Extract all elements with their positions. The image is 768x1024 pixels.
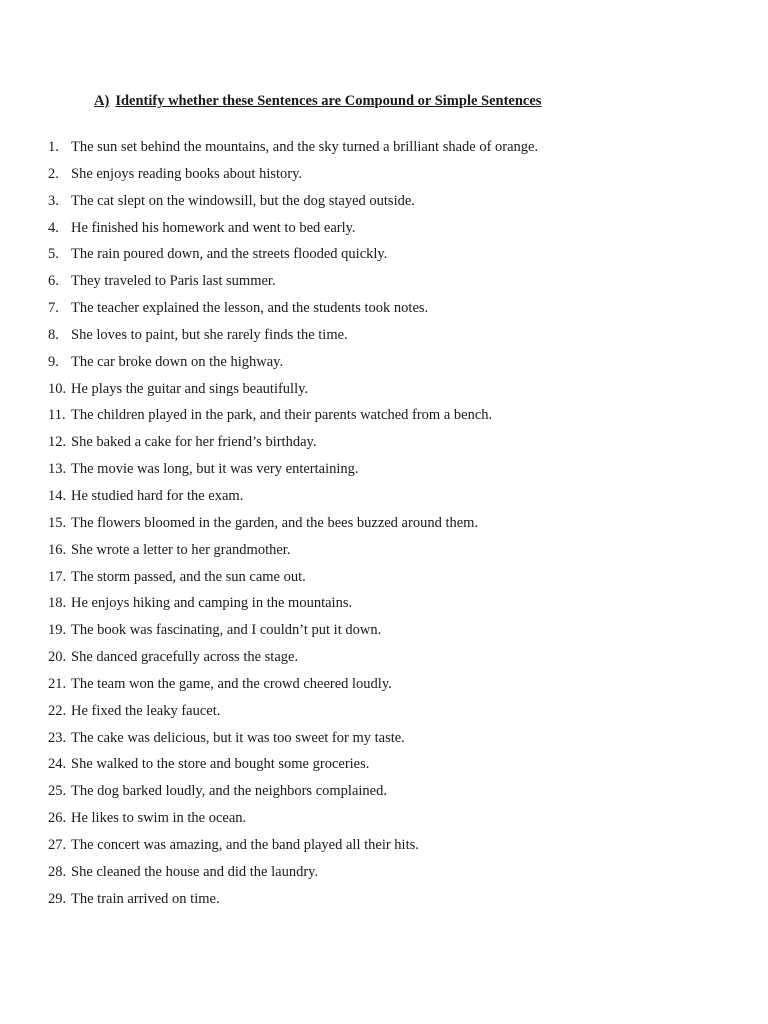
list-item	[48, 298, 538, 325]
item-number: 2.	[48, 165, 59, 182]
item-number: 1.	[48, 139, 59, 155]
item-number: 15.	[48, 514, 67, 531]
list-item	[48, 164, 538, 191]
item-text: They traveled to Paris last summer.	[71, 273, 276, 290]
item-text: The cake was delicious, but it was too sweet for my taste.	[71, 729, 405, 746]
item-text: The children played in the park, and their parents watched from a bench.	[71, 407, 493, 424]
sentence-list	[48, 137, 538, 915]
list-item	[48, 405, 538, 432]
item-text: He enjoys hiking and camping in the mountains.	[71, 595, 353, 612]
list-item	[48, 808, 538, 835]
item-number: 16.	[48, 541, 67, 558]
item-number: 26.	[48, 810, 67, 827]
item-number: 13.	[48, 461, 67, 478]
item-text: The concert was amazing, and the band played all their hits.	[71, 836, 419, 853]
item-text: The flowers bloomed in the garden, and the bees buzzed around them.	[71, 514, 479, 531]
list-item	[48, 540, 538, 567]
item-number: 23.	[48, 729, 67, 746]
item-number: 4.	[48, 219, 59, 236]
item-text: The rain poured down, and the streets flooded quickly.	[71, 246, 388, 263]
item-number: 29.	[48, 890, 67, 907]
item-text: She baked a cake for her friend’s birthday.	[71, 434, 317, 451]
list-item	[48, 218, 538, 245]
item-number: 12.	[48, 434, 67, 451]
item-text: The movie was long, but it was very entertaining.	[71, 461, 359, 478]
list-item	[48, 701, 538, 728]
item-text: The storm passed, and the sun came out.	[71, 568, 306, 585]
item-text: The train arrived on time.	[71, 890, 220, 907]
list-item	[48, 593, 538, 620]
list-item	[48, 244, 538, 271]
list-item	[48, 754, 538, 781]
item-number: 9.	[48, 353, 59, 370]
item-text: The book was fascinating, and I couldn’t put it down.	[71, 622, 382, 639]
list-item	[48, 862, 538, 889]
item-text: She wrote a letter to her grandmother.	[71, 541, 291, 558]
item-number: 11.	[48, 407, 66, 424]
list-item	[48, 325, 538, 352]
item-text: The teacher explained the lesson, and the students took notes.	[71, 300, 429, 317]
section-heading	[94, 93, 541, 110]
item-number: 21.	[48, 675, 67, 692]
list-item	[48, 889, 538, 916]
item-number: 20.	[48, 649, 67, 666]
item-text: He fixed the leaky faucet.	[71, 702, 221, 719]
list-item	[48, 379, 538, 406]
item-text: He finished his homework and went to bed early.	[71, 219, 356, 236]
item-text: The sun set behind the mountains, and the sky turned a brilliant shade of orange.	[71, 139, 539, 155]
list-item	[48, 459, 538, 486]
item-text: She enjoys reading books about history.	[71, 165, 303, 182]
item-text: The cat slept on the windowsill, but the dog stayed outside.	[71, 192, 415, 209]
item-number: 27.	[48, 836, 67, 853]
list-item	[48, 486, 538, 513]
list-item	[48, 432, 538, 459]
item-text: He plays the guitar and sings beautifully.	[71, 380, 309, 397]
item-number: 14.	[48, 487, 67, 504]
list-item	[48, 647, 538, 674]
section-letter: A)	[94, 93, 110, 109]
item-text: She cleaned the house and did the laundry.	[71, 863, 319, 880]
list-item	[48, 835, 538, 862]
item-text: The car broke down on the highway.	[71, 353, 284, 370]
item-text: He studied hard for the exam.	[71, 487, 244, 504]
item-number: 22.	[48, 702, 67, 719]
item-number: 18.	[48, 595, 67, 612]
list-item	[48, 271, 538, 298]
list-item	[48, 191, 538, 218]
item-text: She danced gracefully across the stage.	[71, 649, 299, 666]
item-number: 25.	[48, 783, 67, 800]
list-item	[48, 352, 538, 379]
item-number: 24.	[48, 756, 67, 773]
item-text: The dog barked loudly, and the neighbors complained.	[71, 783, 387, 800]
item-text: He likes to swim in the ocean.	[71, 810, 247, 827]
item-number: 6.	[48, 273, 59, 290]
item-text: The team won the game, and the crowd cheered loudly.	[71, 675, 392, 692]
list-item	[48, 137, 538, 164]
list-item	[48, 620, 538, 647]
list-item	[48, 728, 538, 755]
item-number: 7.	[48, 300, 59, 317]
list-item	[48, 674, 538, 701]
item-number: 8.	[48, 326, 59, 343]
item-number: 5.	[48, 246, 59, 263]
item-number: 3.	[48, 192, 59, 209]
item-number: 19.	[48, 622, 67, 639]
item-number: 10.	[48, 380, 67, 397]
section-title: Identify whether these Sentences are Compound or Simple Sentences	[115, 93, 542, 109]
list-item	[48, 567, 538, 594]
item-text: She loves to paint, but she rarely finds the time.	[71, 326, 348, 343]
item-text: She walked to the store and bought some groceries.	[71, 756, 370, 773]
list-item	[48, 513, 538, 540]
item-number: 17.	[48, 568, 67, 585]
list-item	[48, 781, 538, 808]
item-number: 28.	[48, 863, 67, 880]
